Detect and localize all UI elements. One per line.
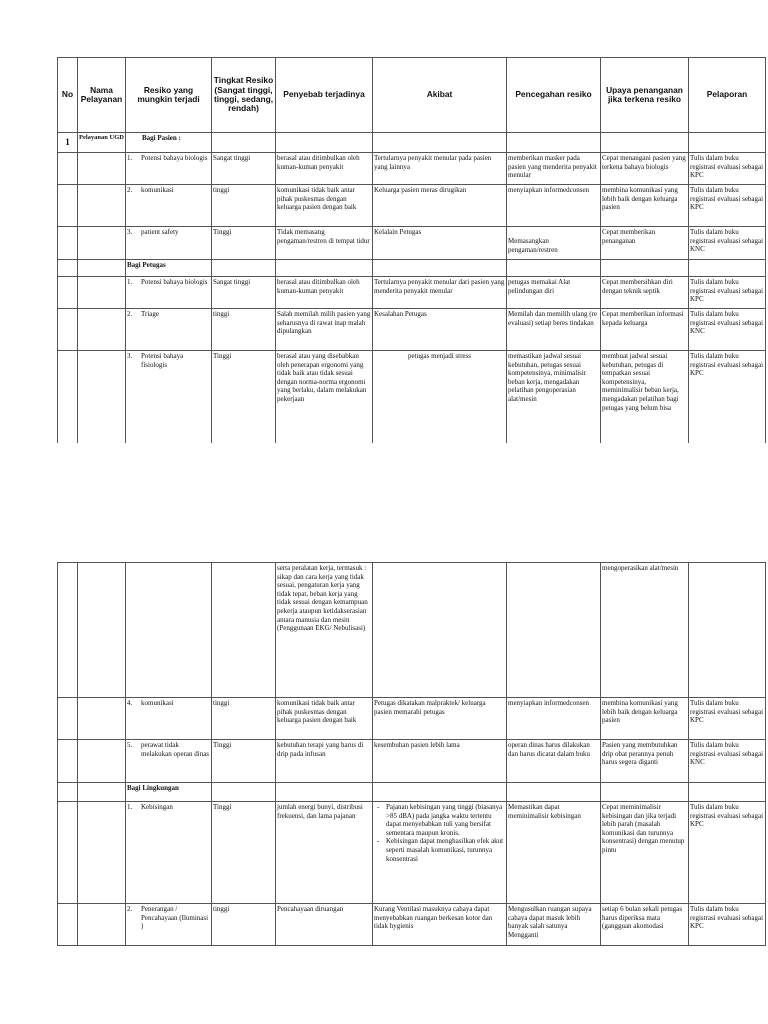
table-row bbox=[58, 277, 766, 309]
section-pasien: Bagi Pasien : bbox=[126, 133, 212, 153]
item-number: 4. bbox=[127, 699, 133, 707]
list-item: - Pajanan kebisingan yang tinggi (biasanya >85 dBA) pada jangka waktu tertentu dapat menyebabkan tuli yang bersifat sementara maupun kronis. bbox=[386, 803, 505, 837]
handling-text: membina komunikasi yang lebih baik dengan keluarga pasien bbox=[601, 185, 689, 227]
item-number: 3. bbox=[127, 228, 133, 236]
list-item: - Kebisingan dapat menghasilkan efek akut seperti masalah komunikasi, turunnya konsentrasi bbox=[386, 837, 505, 863]
cause-text: komunikasi tidak baik antar pihak puskesmas dengan keluarga pasien dengan baik bbox=[276, 185, 373, 227]
effect-text: Tertularnya penyakit menular pada pasien yang lainnya bbox=[373, 153, 507, 185]
reporting-text: Tulis dalam buku registrasi evaluasi sebagai KPC bbox=[689, 153, 766, 185]
handling-text: membuat jadwal sesuai kebutuhan, petugas di tempatkan sesuai kompetensinya, meminimalisir beban kerja, mengadakan pelatihan bagi petugas yang belum bisa bbox=[601, 351, 689, 443]
effect-text: kesembuhan pasien lebih lama bbox=[373, 740, 507, 783]
effect-text: Kurang Ventilasi masuknya cahaya dapat menyebabkan ruangan berkesan kotor dan tidak hygienis bbox=[373, 904, 507, 946]
prevention-text: Memastikan dapat meminimalisir kebisingan bbox=[507, 802, 601, 904]
effect-text: petugas menjadi stress bbox=[373, 351, 507, 443]
prevention-text: memberikan masker pada pasien yang menderita penyakit menular bbox=[507, 153, 601, 185]
header-pencegahan: Pencegahan resiko bbox=[507, 58, 601, 133]
header-row bbox=[58, 58, 766, 133]
cause-text: kebutuhan terapi yang harus di drip pada infusan bbox=[276, 740, 373, 783]
handling-text: Pasien yang membutuhkan drip obat perannya penuh harus segera diganti bbox=[601, 740, 689, 783]
cause-text: berasal atau ditimbulkan oleh kuman-kuman penyakit bbox=[276, 277, 373, 309]
effect-text: Kesalahan Petugas bbox=[373, 309, 507, 351]
item-number: 1. bbox=[127, 803, 133, 811]
table-row bbox=[58, 227, 766, 260]
risk-table-page1 bbox=[57, 57, 766, 443]
cause-text: Pencahayaan diruangan bbox=[276, 904, 373, 946]
reporting-text: Tulis dalam buku registrasi evaluasi sebagai KPC bbox=[689, 904, 766, 946]
reporting-text: Tulis dalam buku registrasi evaluasi sebagai KNC bbox=[689, 227, 766, 260]
effect-list bbox=[374, 803, 505, 863]
risk-text: Potensi bahaya fisiologis bbox=[141, 352, 184, 369]
handling-text: Cepat memberikan informasi kepada keluarga bbox=[601, 309, 689, 351]
item-number: 1. bbox=[127, 154, 133, 162]
handling-text: Cepat memberikan penanganan bbox=[601, 227, 689, 260]
service-name: Pelayanan UGD bbox=[78, 133, 126, 153]
risk-text: Potensi bahaya biologis bbox=[141, 154, 208, 162]
reporting-text: Tulis dalam buku registrasi evaluasi sebagai KNC bbox=[689, 740, 766, 783]
section-row bbox=[58, 783, 766, 802]
table-row bbox=[58, 153, 766, 185]
risk-level: Tinggi bbox=[212, 227, 276, 260]
section-row bbox=[58, 260, 766, 277]
handling-text: Cepat membersihkan diri dengan teknik septik bbox=[601, 277, 689, 309]
risk-text: patient safety bbox=[141, 228, 179, 236]
cause-text: jumlah energi bunyi, distribusi frekuensi, dan lama pajanan bbox=[276, 802, 373, 904]
risk-level: Tinggi bbox=[212, 802, 276, 904]
prevention-text: memastikan jadwal sesuai kebutuhan, petugas sesuai kompetensinya, minimalisir beban kerja, mengadakan pelatihan pengoperasian alat/mesin bbox=[507, 351, 601, 443]
header-nama: Nama Pelayanan bbox=[78, 58, 126, 133]
risk-text: komunikasi bbox=[141, 186, 174, 194]
header-resiko: Resiko yang mungkin terjadi bbox=[126, 58, 212, 133]
table-row bbox=[58, 309, 766, 351]
handling-text: Cepat meminimalisir kebisingan dan jika terjadi lebih parah (masalah komunikasi dan turunnya konsentrasi) dengan menutup pintu bbox=[601, 802, 689, 904]
handling-text: setiap 6 bulan sekali petugas harus diperiksa mata (gangguan akomodasi bbox=[601, 904, 689, 946]
risk-level: tinggi bbox=[212, 185, 276, 227]
risk-text: Penerangan / Pencahayaan (Iluminasi ) bbox=[141, 905, 209, 931]
effect-text: Tertularnya penyakit menular dari pasien yang menderita penyakit menular bbox=[373, 277, 507, 309]
item-number: 5. bbox=[127, 741, 133, 749]
table-row bbox=[58, 698, 766, 740]
risk-text: perawat tidak melakukan operan dinas bbox=[141, 741, 210, 758]
risk-table-page2 bbox=[57, 562, 766, 946]
table-row bbox=[58, 802, 766, 904]
continuation-row bbox=[58, 563, 766, 698]
prevention-text: Memasangkan pengaman/restren bbox=[507, 227, 601, 260]
header-akibat: Akibat bbox=[373, 58, 507, 133]
section-petugas: Bagi Petugas bbox=[126, 260, 212, 277]
cause-text: komunikasi tidak baik antar pihak puskesmas dengan keluarga pasien dengan baik bbox=[276, 698, 373, 740]
risk-text: Potensi bahaya biologis bbox=[141, 278, 208, 286]
cause-text: serta peralatan kerja, termasuk : sikap dan cara kerja yang tidak sesuai, pengaturan kerja yang tidak tepat, beban kerja yang tidak sesuai dengan kemampuan pekerja ataupun ketidakserasian antara manusia dan mesin (Penggunaan EKG/ Nebulisasi) bbox=[276, 563, 373, 698]
risk-level: tinggi bbox=[212, 904, 276, 946]
item-number: 1. bbox=[127, 278, 133, 286]
risk-level: Sangat tinggi bbox=[212, 153, 276, 185]
header-penyebab: Penyebab terjadinya bbox=[276, 58, 373, 133]
handling-text: Cepat menangani pasien yang terkena bahaya biologis bbox=[601, 153, 689, 185]
header-upaya: Upaya penanganan jika terkena resiko bbox=[601, 58, 689, 133]
header-no: No bbox=[58, 58, 78, 133]
prevention-text: menyiapkan informedconsen bbox=[507, 185, 601, 227]
reporting-text: Tulis dalam buku registrasi evaluasi sebagai KPC bbox=[689, 802, 766, 904]
risk-level: Tinggi bbox=[212, 740, 276, 783]
prevention-text: Mengusulkan ruangan supaya cahaya dapat masuk lebih banyak salah satunya Mengganti bbox=[507, 904, 601, 946]
service-row bbox=[58, 133, 766, 153]
cause-text: berasal atau yang disebabkan oleh penerapan ergonomi yang tidak baik atau tidak sesuai dengan norma-norma ergonomi yang berlaku, dalam melakukan pekerjaan bbox=[276, 351, 373, 443]
risk-text: Kebisingan bbox=[141, 803, 173, 811]
item-number: 3. bbox=[127, 352, 133, 360]
effect-text: Petugas dikatakan malpraktek/ keluarga pasien memarahi petugas bbox=[373, 698, 507, 740]
table-row bbox=[58, 740, 766, 783]
prevention-text: operan dinas harus dilakukan dan harus dicatat dalam buku bbox=[507, 740, 601, 783]
risk-text: komunikasi bbox=[141, 699, 174, 707]
item-number: 2. bbox=[127, 905, 133, 913]
reporting-text: Tulis dalam buku registrasi evaluasi sebagai KPC bbox=[689, 185, 766, 227]
cause-text: Tidak memasang pengaman/restren di tempat tidur bbox=[276, 227, 373, 260]
risk-level: tinggi bbox=[212, 309, 276, 351]
risk-text: Triage bbox=[141, 310, 160, 318]
table-row bbox=[58, 185, 766, 227]
cause-text: Salah memilah milih pasien yang seharusnya di rawat inap malah dipulangkan bbox=[276, 309, 373, 351]
handling-text: membina komunikasi yang lebih baik dengan keluarga pasien bbox=[601, 698, 689, 740]
reporting-text: Tulis dalam buku registrasi evaluasi sebagai KPC bbox=[689, 351, 766, 443]
cause-text: berasal atau ditimbulkan oleh kuman-kuman penyakit bbox=[276, 153, 373, 185]
reporting-text: Tulis dalam buku registrasi evaluasi sebagai KPC bbox=[689, 698, 766, 740]
risk-level: tinggi bbox=[212, 698, 276, 740]
header-tingkat: Tingkat Resiko (Sangat tinggi, tinggi, sedang, rendah) bbox=[212, 58, 276, 133]
table-row bbox=[58, 904, 766, 946]
row-number: 1 bbox=[58, 133, 78, 153]
item-number: 2. bbox=[127, 310, 133, 318]
header-pelaporan: Pelaporan bbox=[689, 58, 766, 133]
risk-level: Sangat tinggi bbox=[212, 277, 276, 309]
effect-text: Keluarga pasien meras dirugikan bbox=[373, 185, 507, 227]
item-number: 2. bbox=[127, 186, 133, 194]
prevention-text: menyiapkan informedconsen bbox=[507, 698, 601, 740]
reporting-text: Tulis dalam buku registrasi evaluasi sebagai KNC bbox=[689, 309, 766, 351]
handling-text: mengoperasikan alat/mesin bbox=[601, 563, 689, 698]
prevention-text: Memilah dan memilih ulang (re evaluasi) setiap beres tindakan bbox=[507, 309, 601, 351]
effect-text: Kelalain Petugas bbox=[373, 227, 507, 260]
prevention-text: petugas memakai Alat pelindungan diri bbox=[507, 277, 601, 309]
risk-level: Tinggi bbox=[212, 351, 276, 443]
section-lingkungan: Bagi Lingkungan bbox=[126, 783, 212, 802]
table-row bbox=[58, 351, 766, 443]
reporting-text: Tulis dalam buku registrasi evaluasi sebagai KPC bbox=[689, 277, 766, 309]
